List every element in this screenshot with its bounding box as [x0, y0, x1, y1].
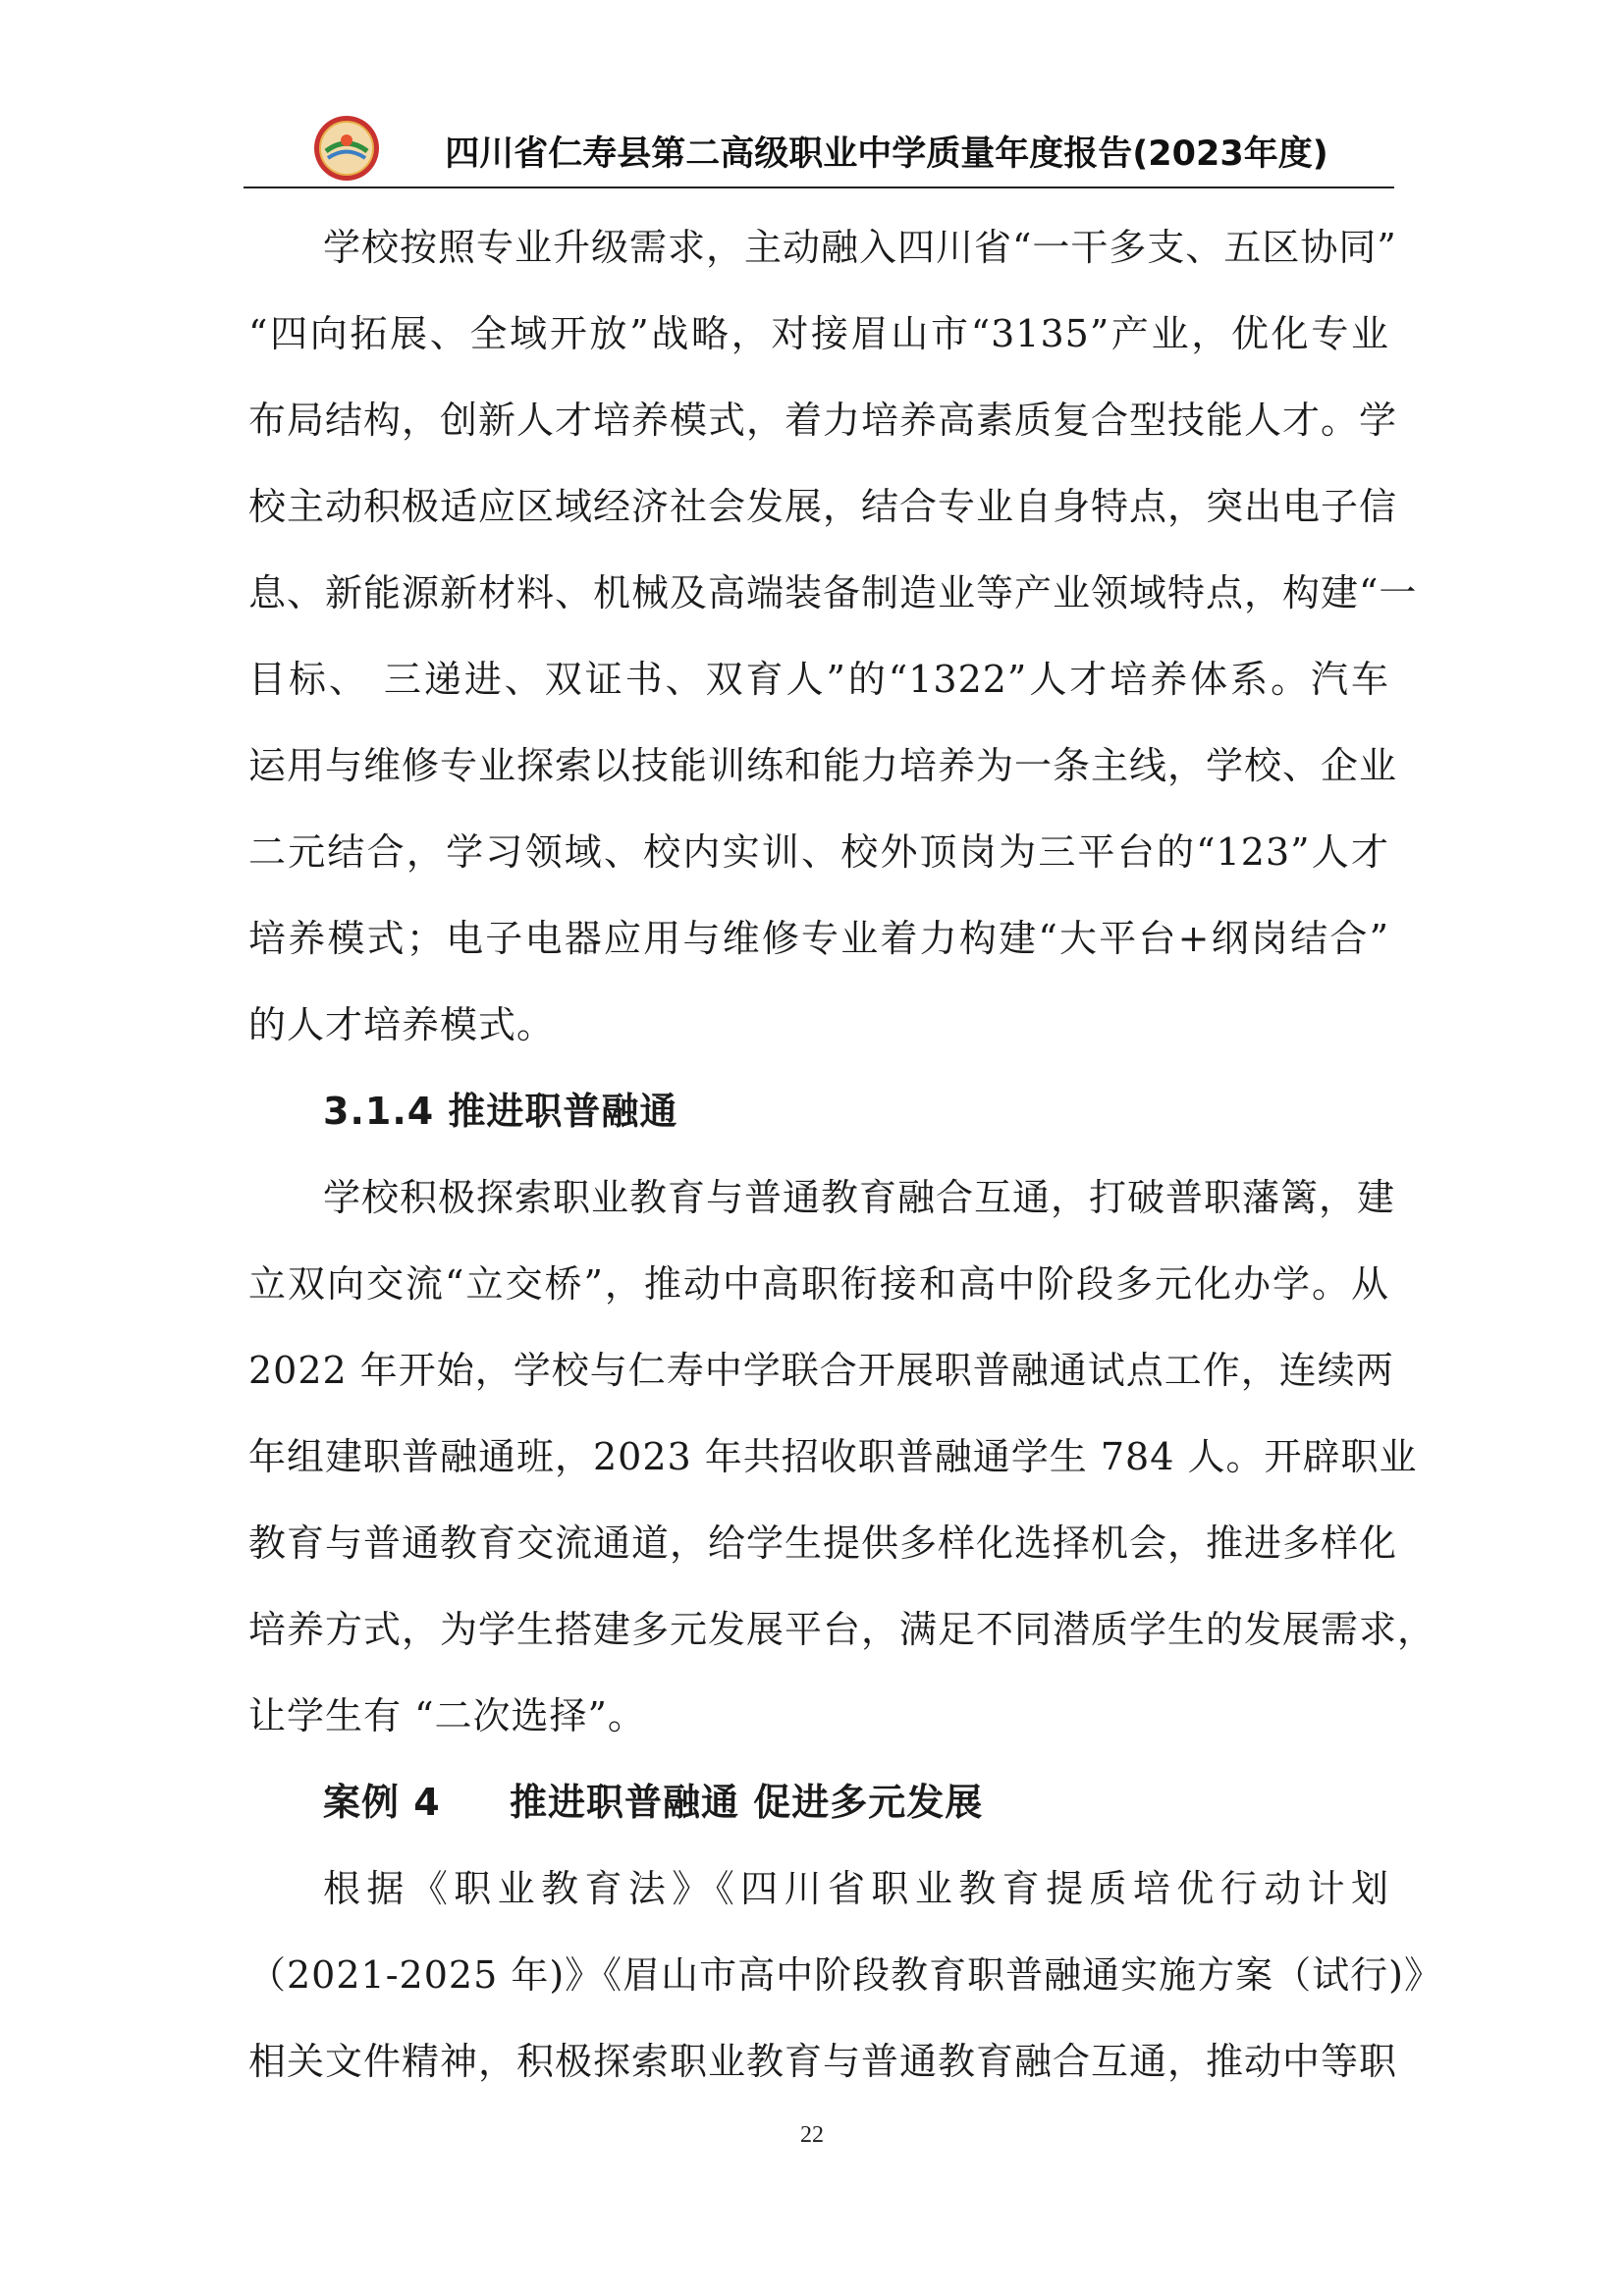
paragraph-line: 二元结合，学习领域、校内实训、校外顶岗为三平台的“123”人才 — [248, 830, 1389, 874]
paragraph-line: 相关文件精神，积极探索职业教育与普通教育融合互通，推动中等职 — [248, 2040, 1398, 2083]
paragraph-line: 的人才培养模式。 — [248, 1003, 556, 1046]
page-number: 22 — [800, 2122, 824, 2148]
page-header — [244, 110, 1394, 188]
paragraph-line: 培养方式，为学生搭建多元发展平台，满足不同潜质学生的发展需求， — [248, 1608, 1436, 1651]
paragraph-line: 2022 年开始，学校与仁寿中学联合开展职普融通试点工作，连续两 — [248, 1349, 1394, 1392]
paragraph-line: 让学生有 “二次选择”。 — [248, 1694, 646, 1737]
case-title: 推进职普融通 促进多元发展 — [510, 1781, 984, 1824]
paragraph-line: 息、新能源新材料、机械及高端装备制造业等产业领域特点，构建“一 — [248, 571, 1418, 614]
paragraph-line: 根据《职业教育法》《四川省职业教育提质培优行动计划 — [323, 1867, 1389, 1910]
paragraph-line: 教育与普通教育交流通道，给学生提供多样化选择机会，推进多样化 — [248, 1522, 1398, 1565]
paragraph-line: “四向拓展、全域开放”战略，对接眉山市“3135”产业，优化专业 — [248, 312, 1389, 355]
document-body — [248, 218, 1442, 2118]
case-heading — [248, 1773, 1389, 1859]
paragraph-line: 校主动积极适应区域经济社会发展，结合专业自身特点，突出电子信 — [248, 485, 1398, 528]
case-number: 案例 4 — [323, 1781, 441, 1824]
paragraph-line: 培养模式；电子电器应用与维修专业着力构建“大平台+纲岗结合” — [248, 917, 1389, 960]
report-header-title: 四川省仁寿县第二高级职业中学质量年度报告(2023年度) — [445, 134, 1328, 174]
paragraph-line: 年组建职普融通班，2023 年共招收职普融通学生 784 人。开辟职业 — [248, 1435, 1418, 1478]
paragraph-line: 立双向交流“立交桥”，推动中高职衔接和高中阶段多元化办学。从 — [248, 1262, 1389, 1306]
header-divider — [244, 187, 1394, 188]
paragraph-line: 学校按照专业升级需求，主动融入四川省“一干多支、五区协同” — [323, 226, 1397, 269]
paragraph-line: 布局结构，创新人才培养模式，着力培养高素质复合型技能人才。学 — [248, 399, 1398, 442]
paragraph-line: 目标、 三递进、双证书、双育人”的“1322”人才培养体系。汽车 — [248, 658, 1389, 701]
school-emblem-icon — [312, 114, 381, 183]
paragraph-line: 学校积极探索职业教育与普通教育融合互通，打破普职藩篱，建 — [323, 1176, 1396, 1219]
paragraph-line: 运用与维修专业探索以技能训练和能力培养为一条主线，学校、企业 — [248, 744, 1398, 787]
paragraph-line: （2021-2025 年)》《眉山市高中阶段教育职普融通实施方案（试行)》 — [248, 1953, 1442, 1997]
section-heading: 3.1.4 推进职普融通 — [323, 1090, 678, 1133]
